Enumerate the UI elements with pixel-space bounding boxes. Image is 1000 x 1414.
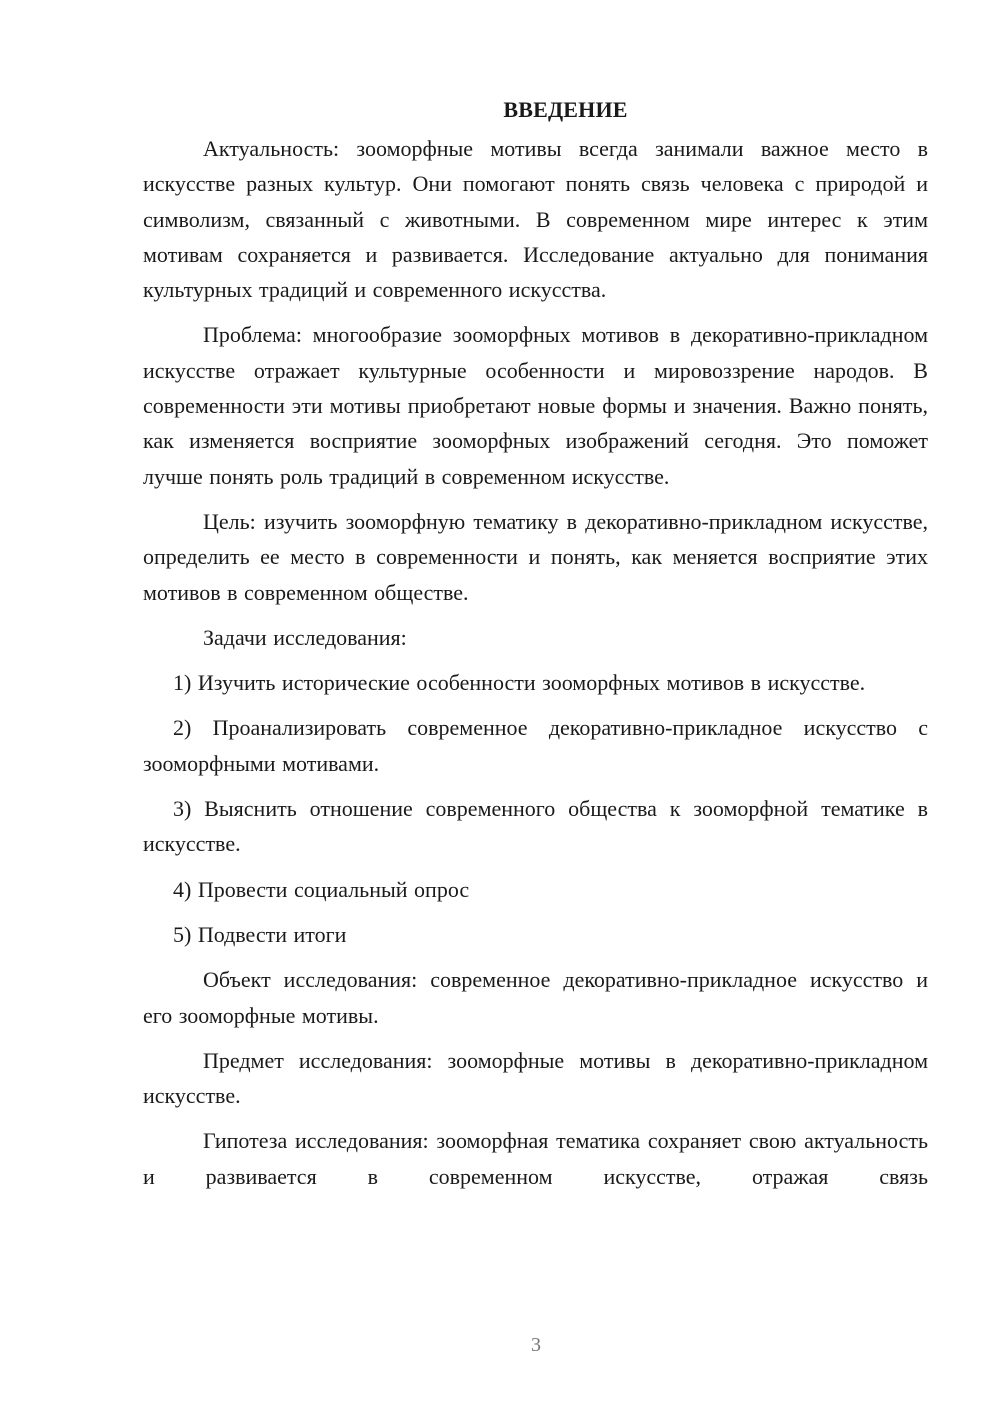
- task-item-5: 5) Подвести итоги: [173, 921, 347, 947]
- task-item-2: 2) Проанализировать современное декоративно-прикладное искусство с зооморфными мотивами.: [143, 715, 928, 776]
- task-item-3: 3) Выяснить отношение современного общества к зооморфной тематике в искусстве.: [143, 796, 928, 857]
- tasks-heading: Задачи исследования:: [203, 624, 407, 650]
- paragraph-hypothesis: Гипотеза исследования: зооморфная тематика сохраняет свою актуальность и развивается в современном искусстве, отражая связь: [143, 1128, 928, 1189]
- page-title: ВВЕДЕНИЕ: [503, 97, 628, 122]
- paragraph-relevance: Актуальность: зооморфные мотивы всегда занимали важное место в искусстве разных культур. Они помогают понять связь человека с природой и символизм, связанный с животными. В современном мире интерес к этим мотивам сохраняется и развивается. Исследование актуально для понимания культурных традиций и современного искусства.: [143, 136, 928, 303]
- document-page: [143, 92, 928, 1194]
- paragraph-goal: Цель: изучить зооморфную тематику в декоративно-прикладном искусстве, определить ее место в современности и понять, как меняется восприятие этих мотивов в современном обществе.: [143, 508, 928, 605]
- task-item-4: 4) Провести социальный опрос: [173, 876, 470, 902]
- task-item-1: 1) Изучить исторические особенности зооморфных мотивов в искусстве.: [173, 670, 866, 696]
- paragraph-subject: Предмет исследования: зооморфные мотивы в декоративно-прикладном искусстве.: [143, 1047, 928, 1109]
- paragraph-problem: Проблема: многообразие зооморфных мотивов в декоративно-прикладном искусстве отражает культурные особенности и мировоззрение народов. В современности эти мотивы приобретают новые формы и значения. Важно понять, как изменяется восприятие зооморфных изображений сегодня. Это поможет лучше понять роль традиций в современном искусстве.: [143, 322, 928, 489]
- paragraph-object: Объект исследования: современное декоративно-прикладное искусство и его зооморфные мотивы.: [143, 967, 928, 1028]
- page-number: 3: [531, 1334, 541, 1356]
